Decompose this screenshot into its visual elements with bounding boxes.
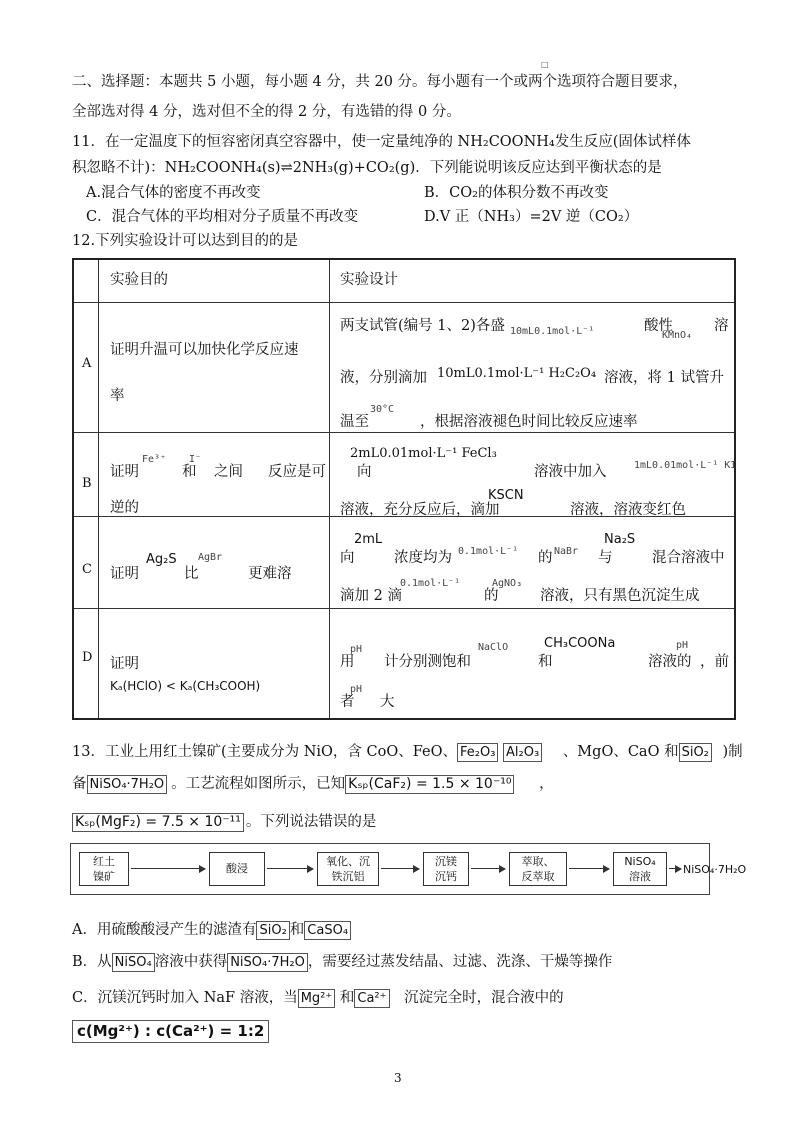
q11-stem-line2: 积忽略不计)：NH₂COONH₄(s)⇌2NH₃(g)+CO₂(g)．下列能说明该反应达到平衡状态的是 bbox=[72, 160, 662, 176]
row-c-purpose-l1c: 比 bbox=[184, 566, 199, 582]
row-label-d: D bbox=[82, 650, 93, 665]
row-c-design-l1h: Na₂S bbox=[604, 532, 636, 547]
flow-arrow-3 bbox=[381, 868, 419, 869]
q13-option-c-ratio bbox=[72, 1020, 269, 1043]
row-c-purpose-l1b: Ag₂S bbox=[146, 552, 177, 567]
row-a-design-l3a: 温至 bbox=[340, 414, 369, 430]
row-a-design-l3c: ，根据溶液褪色时间比较反应速率 bbox=[420, 414, 638, 430]
formula-fe2o3: Fe₂O₃ bbox=[457, 743, 498, 762]
row-d-design-l1b: pH bbox=[350, 644, 363, 655]
flow-step-oxidize-precipitate: 氧化、沉 铁沉铝 bbox=[317, 852, 379, 886]
row-b-purpose-l2: 逆的 bbox=[110, 500, 139, 516]
q11-option-d: D.V 正（NH₃）=2V 逆（CO₂） bbox=[424, 209, 639, 225]
row-a-purpose-l1: 证明升温可以加快化学反应速 bbox=[110, 342, 299, 358]
q13-optB-text2: 溶液中获得 bbox=[154, 954, 228, 970]
row-a-design-l1d: KMnO₄ bbox=[662, 330, 693, 341]
flow-arrow-4 bbox=[471, 868, 505, 869]
row-d-design-l1i: ，前 bbox=[700, 654, 729, 670]
row-c-design-l1d: 0.1mol·L⁻¹ bbox=[458, 546, 519, 557]
q13-optA-text: A．用硫酸酸浸产生的滤渣有 bbox=[72, 922, 257, 938]
flow-arrow-1 bbox=[131, 868, 205, 869]
row-b-design-l1d: 1mL0.01mol·L⁻¹ KI bbox=[634, 460, 737, 471]
marker-dot: □ bbox=[541, 60, 549, 69]
q12-table bbox=[72, 258, 736, 720]
q13-stem-line1 bbox=[72, 742, 743, 762]
q13-stem-l2a: 备 bbox=[72, 776, 87, 792]
row-d-design-l1e: 和 bbox=[538, 654, 553, 670]
row-c-design-l1a: 向 bbox=[340, 550, 355, 566]
flow-step-acid-leach: 酸浸 bbox=[209, 852, 265, 886]
q13-stem-l2c: ， bbox=[539, 776, 554, 792]
table-col-divider-1 bbox=[98, 260, 99, 718]
flow-arrow-2 bbox=[267, 868, 313, 869]
row-c-design-l2e: 溶液，只有黑色沉淀生成 bbox=[540, 588, 700, 604]
row-b-purpose-l1d: I⁻ bbox=[189, 454, 202, 465]
row-d-design-l1f: CH₃COONa bbox=[544, 636, 616, 651]
flow-product: NiSO₄·7H₂O bbox=[683, 863, 747, 876]
q13-stem-l3: 。下列说法错误的是 bbox=[245, 814, 377, 830]
formula-caso4: CaSO₄ bbox=[304, 921, 351, 940]
table-row-divider-1 bbox=[74, 302, 734, 303]
row-d-design-l1h: 溶液的 bbox=[648, 654, 692, 670]
row-c-design-l1b: 2mL bbox=[354, 532, 383, 547]
row-c-design-l1e: NaBr bbox=[554, 546, 579, 557]
row-d-purpose-l1: 证明 bbox=[110, 656, 139, 672]
q13-stem-l1b: 、MgO、CaO 和 bbox=[562, 744, 679, 760]
row-b-purpose-l1a: 证明 bbox=[110, 464, 139, 480]
table-row-divider-2 bbox=[74, 432, 734, 433]
formula-niso4-7h2o: NiSO₄·7H₂O bbox=[87, 775, 168, 794]
q11-option-b: B．CO₂的体积分数不再改变 bbox=[424, 185, 609, 201]
flow-step-ore: 红土 镍矿 bbox=[79, 852, 129, 886]
q13-stem-l1a: 13．工业上用红土镍矿(主要成分为 NiO，含 CoO、FeO、 bbox=[72, 744, 457, 760]
row-b-design-l2b: KSCN bbox=[488, 488, 524, 503]
row-a-design-l1b: 10mL0.1mol·L⁻¹ bbox=[510, 326, 595, 337]
row-c-design-l1f: 的 bbox=[538, 550, 553, 566]
row-b-purpose-l1c: 和 bbox=[182, 464, 197, 480]
q13-option-c bbox=[72, 988, 564, 1008]
formula-mg-ion: Mg²⁺ bbox=[298, 989, 336, 1008]
row-b-design-l2c: 溶液，溶液变红色 bbox=[570, 502, 686, 518]
flow-arrow-6 bbox=[669, 868, 681, 869]
row-d-design-l1d: NaClO bbox=[478, 642, 509, 653]
q12-stem: 12.下列实验设计可以达到目的的是 bbox=[72, 233, 299, 249]
q13-stem-l1c: )制 bbox=[722, 744, 743, 760]
row-a-design-l2a: 液，分别滴加 bbox=[340, 370, 427, 386]
table-header-design: 实验设计 bbox=[340, 272, 398, 288]
q13-optA-and: 和 bbox=[289, 922, 305, 938]
row-d-design-l1g: pH bbox=[676, 640, 689, 651]
row-d-design-l2c: 大 bbox=[380, 694, 395, 710]
q13-stem-l2b: 。工艺流程如图所示，已知 bbox=[171, 776, 346, 792]
row-label-b: B bbox=[82, 476, 92, 491]
row-c-design-l2c: AgNO₃ bbox=[492, 578, 523, 589]
formula-ksp-caf2: Kₛₚ(CaF₂) = 1.5 × 10⁻¹⁰ bbox=[345, 775, 514, 794]
row-c-design-l1c: 浓度均为 bbox=[394, 550, 452, 566]
row-a-design-l2b: 10mL0.1mol·L⁻¹ H₂C₂O₄ bbox=[437, 366, 597, 381]
q13-optB-text: B．从 bbox=[72, 954, 112, 970]
formula-sio2: SiO₂ bbox=[679, 743, 712, 762]
row-b-purpose-l1f: 反应是可 bbox=[268, 464, 326, 480]
formula-niso4-7h2o-b: NiSO₄·7H₂O bbox=[227, 953, 308, 972]
row-d-design-l2a: 者 bbox=[340, 694, 355, 710]
row-a-design-l3b: 30°C bbox=[370, 404, 395, 415]
row-b-design-l1c: 溶液中加入 bbox=[534, 464, 607, 480]
row-d-purpose-l2: Kₐ(HClO) < Kₐ(CH₃COOH) bbox=[110, 679, 261, 693]
row-b-purpose-l1e: 之间 bbox=[214, 464, 243, 480]
q13-option-a bbox=[72, 920, 351, 940]
page-number: 3 bbox=[394, 1071, 402, 1085]
row-a-purpose-l2: 率 bbox=[110, 388, 125, 404]
row-c-design-l2a: 滴加 2 滴 bbox=[340, 588, 402, 604]
row-d-design-l1a: 用 bbox=[340, 654, 355, 670]
row-a-design-l1c: 酸性 bbox=[644, 318, 673, 334]
formula-sio2-residue: SiO₂ bbox=[256, 921, 289, 940]
section-heading-line1: 二、选择题：本题共 5 小题，每小题 4 分，共 20 分。每小题有一个或两个选项符合题目要求， bbox=[72, 74, 688, 90]
q13-optB-text3: ，需要经过蒸发结晶、过滤、洗涤、干燥等操作 bbox=[307, 954, 613, 970]
row-a-design-l1e: 溶 bbox=[714, 318, 729, 334]
process-flow-diagram bbox=[70, 843, 747, 895]
flow-step-remove-mg-ca: 沉镁 沉钙 bbox=[423, 852, 469, 886]
row-b-design-l1b: 向 bbox=[357, 464, 372, 480]
formula-ca-ion: Ca²⁺ bbox=[354, 989, 389, 1008]
section-heading-line2: 全部选对得 4 分，选对但不全的得 2 分，有选错的得 0 分。 bbox=[72, 104, 461, 120]
flow-step-niso4-solution: NiSO₄ 溶液 bbox=[613, 852, 667, 886]
row-c-purpose-l1a: 证明 bbox=[110, 566, 139, 582]
q11-stem-line1: 11．在一定温度下的恒容密闭真空容器中，使一定量纯净的 NH₂COONH₄发生反应(固体试样体 bbox=[72, 134, 691, 150]
formula-concentration-ratio: c(Mg²⁺) : c(Ca²⁺) = 1:2 bbox=[72, 1020, 269, 1043]
row-d-design-l2b: pH bbox=[350, 684, 363, 695]
row-b-design-l1a: 2mL0.01mol·L⁻¹ FeCl₃ bbox=[350, 446, 497, 461]
row-label-c: C bbox=[82, 562, 92, 577]
row-a-design-l2c: 溶液，将 1 试管升 bbox=[604, 370, 724, 386]
formula-ksp-mgf2: Kₛₚ(MgF₂) = 7.5 × 10⁻¹¹ bbox=[72, 813, 244, 832]
row-c-design-l1g: 与 bbox=[598, 550, 613, 566]
q11-option-a: A.混合气体的密度不再改变 bbox=[86, 185, 261, 201]
q13-stem-line2 bbox=[72, 774, 554, 794]
row-c-design-l2b: 0.1mol·L⁻¹ bbox=[400, 578, 461, 589]
flow-step-extraction: 萃取、 反萃取 bbox=[509, 852, 567, 886]
row-b-purpose-l1b: Fe³⁺ bbox=[142, 454, 167, 465]
formula-al2o3: Al₂O₃ bbox=[503, 743, 542, 762]
row-b-design-l2a: 溶液，充分反应后，滴加 bbox=[340, 502, 500, 518]
row-c-purpose-l1e: 更难溶 bbox=[248, 566, 292, 582]
row-c-design-l2d: 的 bbox=[484, 588, 499, 604]
row-c-purpose-l1d: AgBr bbox=[198, 552, 223, 563]
q13-stem-line3 bbox=[72, 812, 376, 832]
table-header-purpose: 实验目的 bbox=[110, 272, 168, 288]
row-label-a: A bbox=[82, 356, 92, 371]
table-col-divider-2 bbox=[329, 260, 330, 718]
q13-optC-text: C．沉镁沉钙时加入 NaF 溶液，当 bbox=[72, 990, 298, 1006]
flow-arrow-5 bbox=[569, 868, 609, 869]
q13-optC-and: 和 bbox=[339, 990, 355, 1006]
row-d-design-l1c: 计分别测饱和 bbox=[384, 654, 471, 670]
row-c-design-l1i: 混合溶液中 bbox=[652, 550, 725, 566]
q13-optC-text2: 沉淀完全时，混合液中的 bbox=[404, 990, 564, 1006]
q11-option-c: C．混合气体的平均相对分子质量不再改变 bbox=[86, 209, 359, 225]
row-a-design-l1a: 两支试管(编号 1、2)各盛 bbox=[340, 318, 505, 334]
q13-option-b bbox=[72, 952, 612, 972]
table-row-divider-4 bbox=[74, 608, 734, 609]
formula-niso4: NiSO₄ bbox=[112, 953, 155, 972]
